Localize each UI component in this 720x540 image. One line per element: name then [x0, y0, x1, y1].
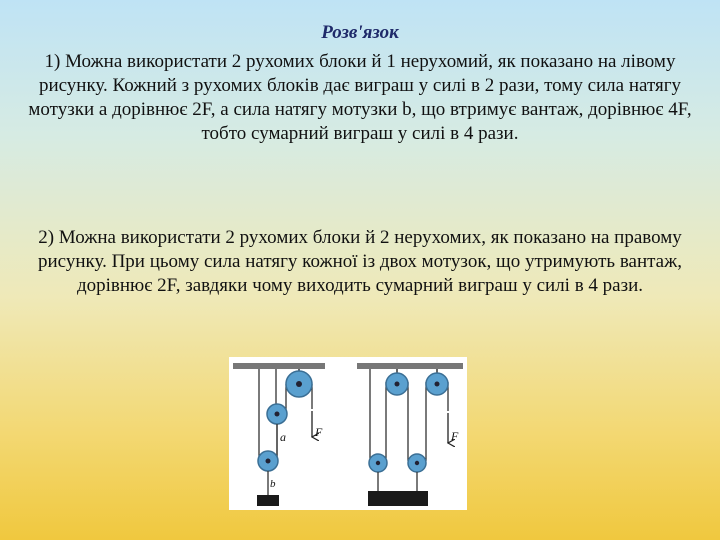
paragraph-1: 1) Можна використати 2 рухомих блоки й 1 нерухомий, як показано на лівому рисунку. Кожний з рухомих блоків дає виграш у силі в 2 рази, тому сила натягу мотузки a дорівнює 2F, а сила натягу мотузки b, що втримує вантаж, дорівнює 4F, тобто сумарний виграш у силі в 4 рази. — [28, 51, 692, 144]
right-force-label: F — [451, 429, 459, 443]
pulley-diagram — [229, 357, 467, 510]
right-pulley-system — [357, 363, 463, 506]
solution-heading: Розв'язок — [321, 22, 399, 43]
paragraph-2: 2) Можна використати 2 рухомих блоки й 2 нерухомих, як показано на правому рисунку. При цьому сила натягу кожної із двох мотузок, що утримують вантаж, дорівнює 2F, завдяки чому виходить сумарний виграш у силі в 4 рази. — [38, 227, 682, 296]
left-force-label: F — [315, 425, 323, 439]
left-pulley-system — [233, 363, 325, 506]
pulley-figure — [229, 357, 467, 510]
left-ceiling-beam — [233, 363, 325, 369]
left-weight — [257, 495, 279, 506]
label-b: b — [270, 478, 276, 490]
right-ceiling-beam — [357, 363, 463, 369]
label-a: a — [280, 430, 286, 444]
right-weight — [368, 491, 428, 506]
